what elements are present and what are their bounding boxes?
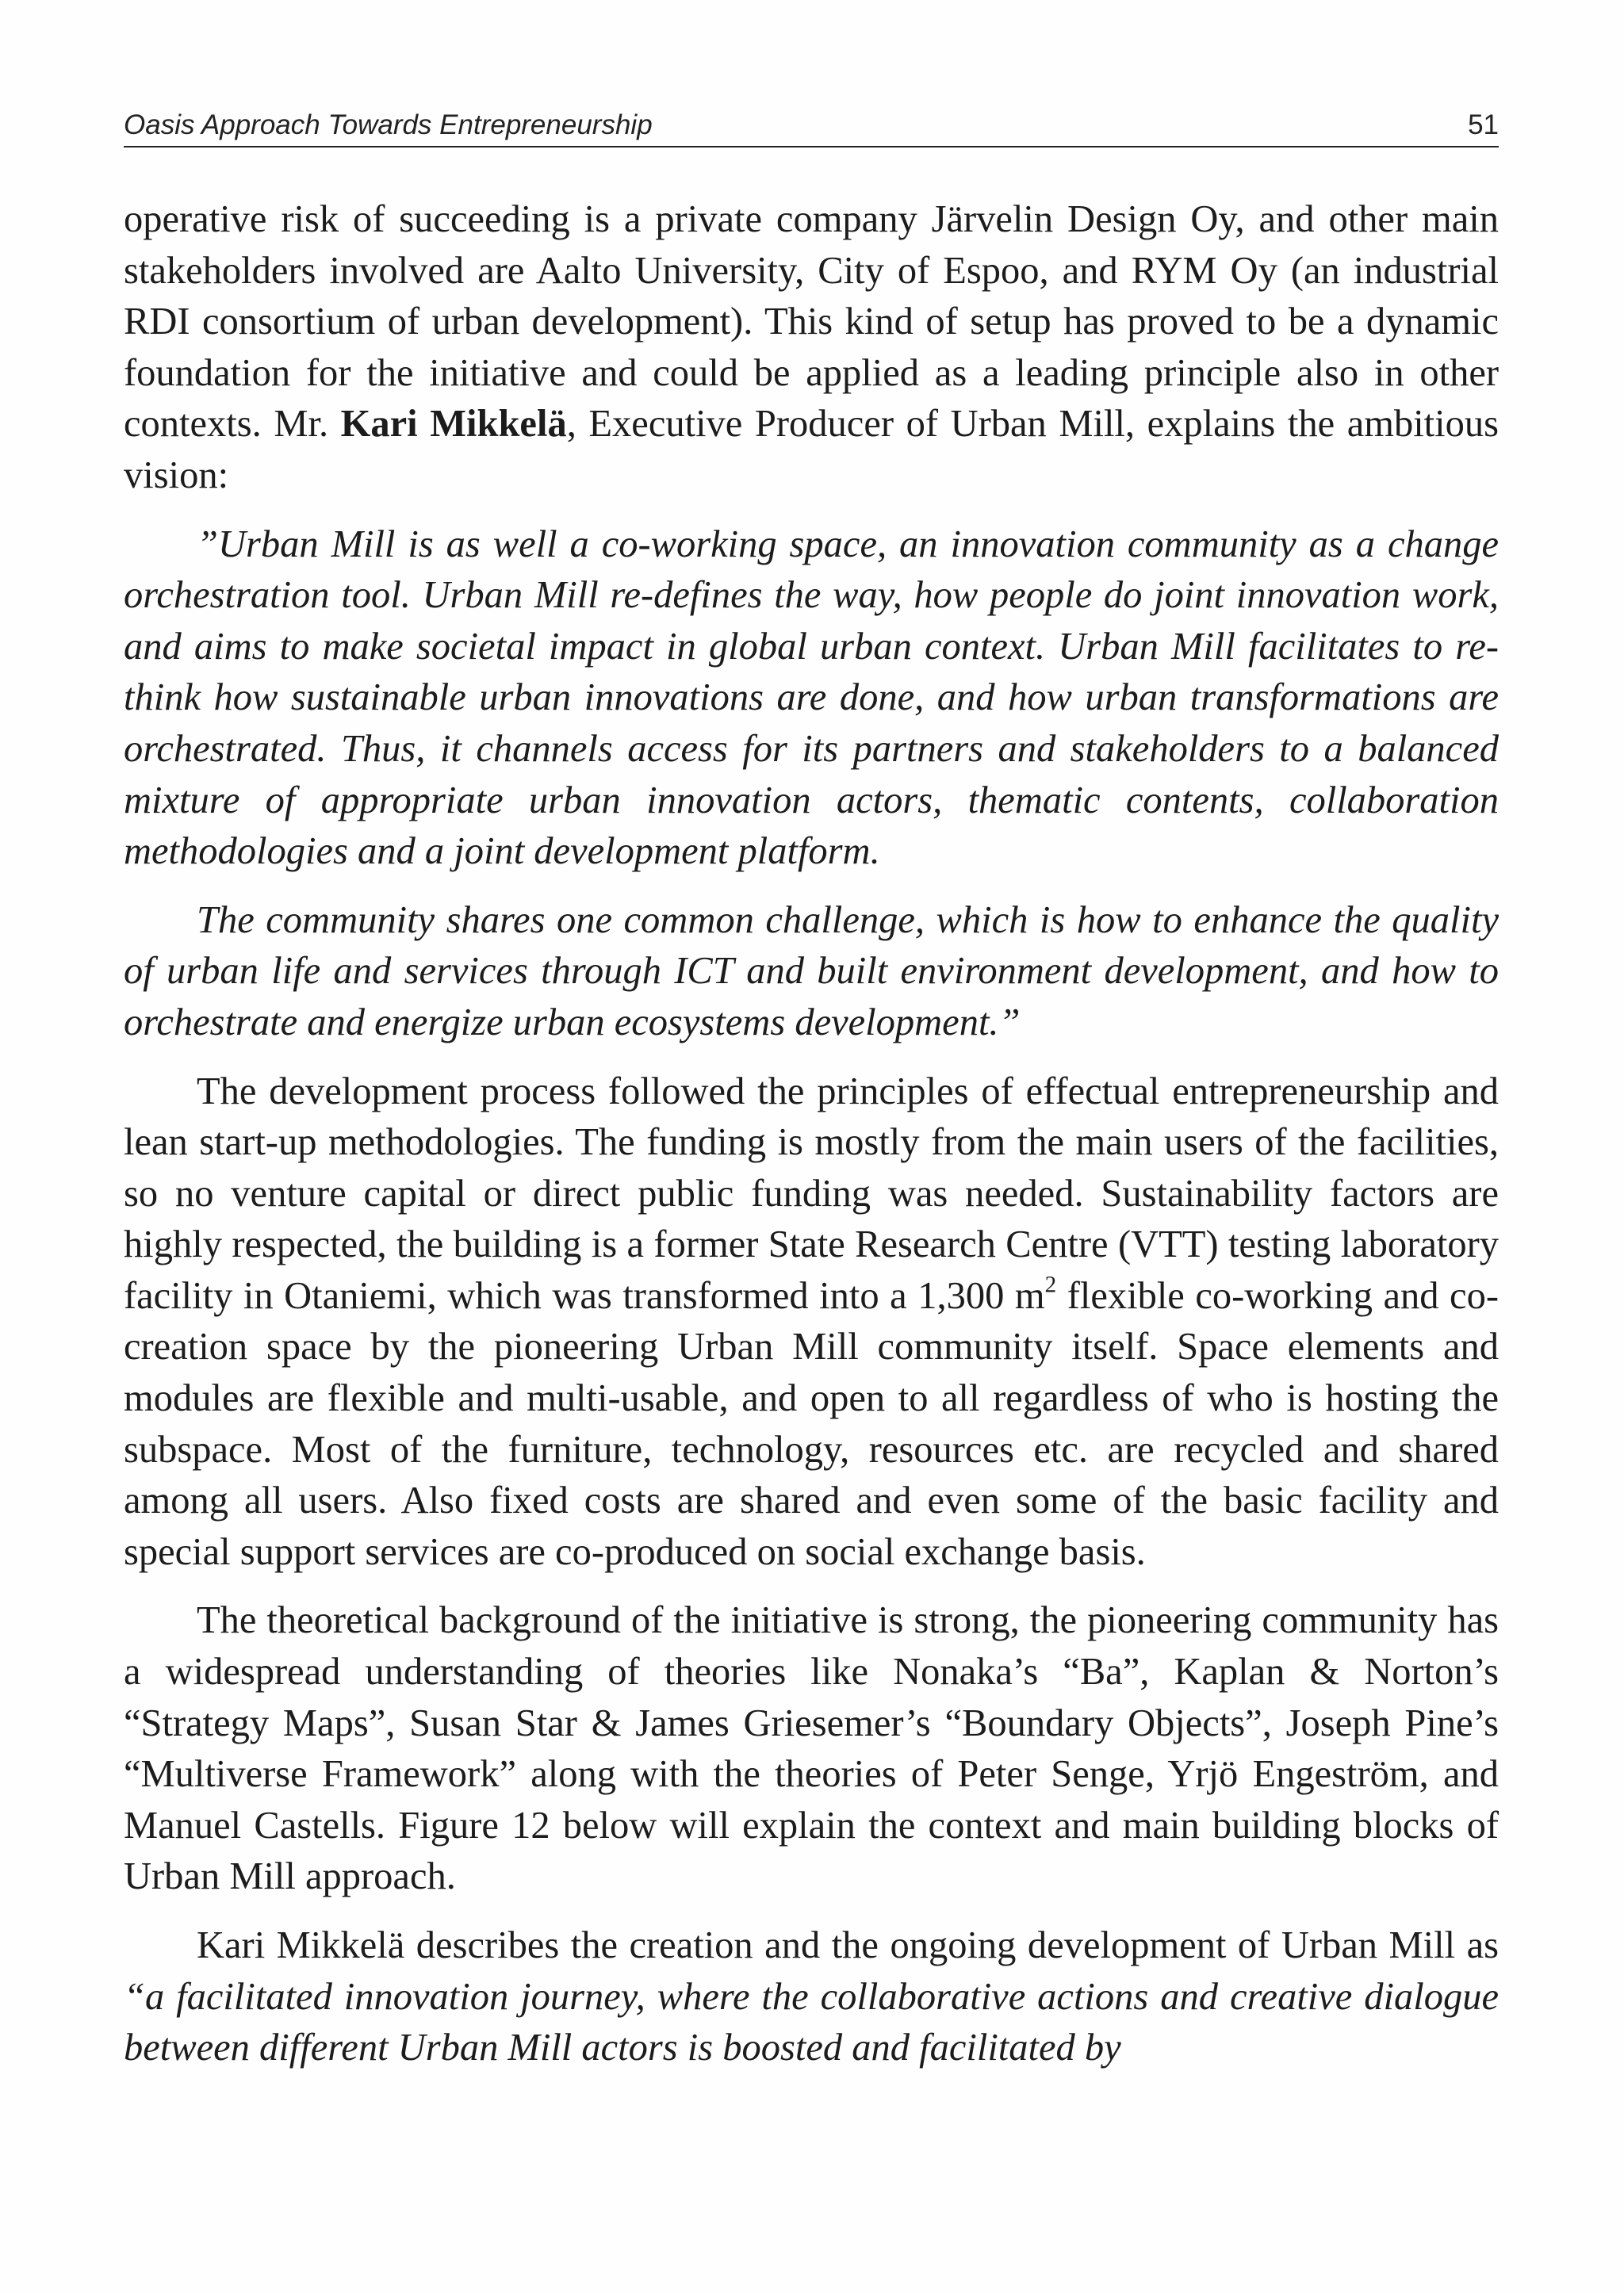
paragraph-text: operative risk of succeeding is a private company Järvelin Design Oy, and other main stakeholders involved are Aalto University, City of Espoo, and RYM Oy (an industrial RDI consortium of urban development). This kind of setup has proved to be a dynamic foundation for the initiative and could be applied as a leading principle also in other contexts. Mr. bbox=[124, 198, 1499, 446]
person-name: Kari Mikkelä bbox=[340, 403, 567, 446]
paragraph-stakeholders bbox=[124, 194, 1499, 502]
paragraph-theoretical-background: The theoretical background of the initiative is strong, the pioneering community has a widespread understanding of theories like Nonaka’s “Ba”, Kaplan & Norton’s “Strategy Maps”, Susan Star & James Griesemer’s “Boundary Objects”, Joseph Pine’s “Multiverse Framework” along with the theories of Peter Senge, Yrjö Engeström, and Manuel Castells. Figure 12 below will explain the context and main building blocks of Urban Mill approach. bbox=[124, 1599, 1499, 1898]
paragraph-text: , Executive Producer of Urban Mill, explains the ambitious vision: bbox=[124, 403, 1499, 496]
paragraph-development-process bbox=[124, 1066, 1499, 1579]
inline-quote: “a facilitated innovation journey, where the collaborative actions and creative dialogue between different Urban Mill actors is boosted and facilitated by bbox=[124, 1975, 1499, 2069]
superscript: 2 bbox=[1044, 1272, 1057, 1298]
paragraph-text: Kari Mikkelä describes the creation and the ongoing development of Urban Mill as bbox=[197, 1924, 1499, 1966]
block-quote-community: The community shares one common challenge, which is how to enhance the quality of urban life and services through ICT and built environment development, and how to orchestrate and energize urban ecosystems development.” bbox=[124, 898, 1499, 1043]
running-title: Oasis Approach Towards Entrepreneurship bbox=[124, 109, 653, 140]
paragraph-text: The development process followed the principles of effectual entrepreneurship and lean start-up methodologies. The funding is mostly from the main users of the facilities, so no venture capital or direct public funding was needed. Sustainability factors are highly respected, the building is a former State Research Centre (VTT) testing laboratory facility in Otaniemi, which was transformed into a 1,300 m bbox=[124, 1070, 1499, 1317]
paragraph-innovation-journey bbox=[124, 1920, 1499, 2074]
body-text bbox=[124, 194, 1499, 2074]
block-quote-vision: ”Urban Mill is as well a co-working space, an innovation community as a change orchestration tool. Urban Mill re-defines the way, how people do joint innovation work, and aims to make societal impact in global urban context. Urban Mill facilitates to re-think how sustainable urban innovations are done, and how urban transformations are orchestrated. Thus, it channels access for its partners and stakeholders to a balanced mixture of appropriate urban innovation actors, thematic contents, collaboration methodologies and a joint development platform. bbox=[124, 523, 1499, 873]
paragraph-text: flexible co-working and co-creation space by the pioneering Urban Mill community itself. Space elements and modules are flexible and multi-usable, and open to all regardless of who is hosting the subspace. Most of the furniture, technology, resources etc. are recycled and shared among all users. Also fixed costs are shared and even some of the basic facility and special support services are co-produced on social exchange basis. bbox=[124, 1274, 1499, 1573]
running-header bbox=[124, 105, 1499, 147]
page-number: 51 bbox=[1468, 109, 1499, 140]
